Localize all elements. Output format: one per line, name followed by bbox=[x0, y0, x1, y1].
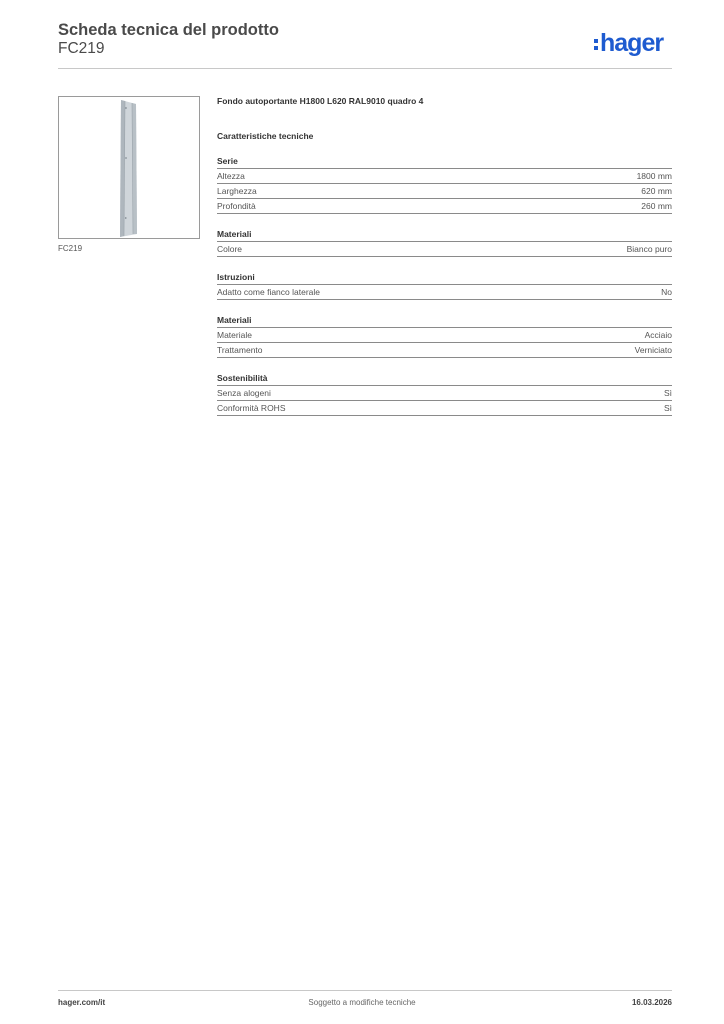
section-heading: Materiali bbox=[217, 228, 672, 242]
spec-value: 620 mm bbox=[641, 186, 672, 196]
spec-label: Senza alogeni bbox=[217, 388, 271, 398]
hager-logo bbox=[594, 30, 663, 56]
spec-label: Conformità ROHS bbox=[217, 403, 286, 413]
section-sostenibilita bbox=[217, 372, 672, 416]
spec-value: Sì bbox=[663, 388, 672, 398]
spec-value: Verniciato bbox=[634, 345, 672, 355]
spec-row bbox=[217, 184, 672, 199]
section-heading: Serie bbox=[217, 155, 672, 169]
spec-label: Profondità bbox=[217, 201, 256, 211]
spec-value: Sì bbox=[663, 403, 672, 413]
footer-divider bbox=[58, 990, 672, 991]
product-code: FC219 bbox=[58, 40, 105, 57]
section-materiali-2 bbox=[217, 314, 672, 358]
spec-row bbox=[217, 343, 672, 358]
page-title: Scheda tecnica del prodotto bbox=[58, 21, 279, 39]
tech-specs-title: Caratteristiche tecniche bbox=[217, 131, 314, 141]
spec-label: Adatto come fianco laterale bbox=[217, 287, 321, 297]
product-image bbox=[58, 96, 200, 239]
image-caption: FC219 bbox=[58, 244, 83, 253]
section-istruzioni bbox=[217, 271, 672, 300]
product-description: Fondo autoportante H1800 L620 RAL9010 quadro 4 bbox=[217, 96, 424, 106]
section-materiali bbox=[217, 228, 672, 257]
panel-illustration bbox=[59, 97, 199, 238]
spec-label: Trattamento bbox=[217, 345, 263, 355]
footer-website-link[interactable]: hager.com/it bbox=[58, 998, 106, 1007]
section-serie bbox=[217, 155, 672, 214]
section-heading: Materiali bbox=[217, 314, 672, 328]
spec-row bbox=[217, 386, 672, 401]
spec-row bbox=[217, 242, 672, 257]
spec-label: Materiale bbox=[217, 330, 252, 340]
footer-date: 16.03.2026 bbox=[631, 998, 672, 1007]
spec-value: Bianco puro bbox=[626, 244, 672, 254]
spec-value: 1800 mm bbox=[636, 171, 672, 181]
spec-row bbox=[217, 328, 672, 343]
logo-colon-icon bbox=[594, 39, 598, 50]
spec-label: Larghezza bbox=[217, 186, 257, 196]
section-heading: Sostenibilità bbox=[217, 372, 672, 386]
spec-row bbox=[217, 199, 672, 214]
logo-wordmark: hager bbox=[600, 29, 664, 57]
spec-value: No bbox=[661, 287, 672, 297]
header-divider bbox=[58, 68, 672, 69]
footer-disclaimer: Soggetto a modifiche tecniche bbox=[308, 998, 416, 1007]
spec-row bbox=[217, 285, 672, 300]
specs-table bbox=[217, 155, 672, 430]
spec-label: Altezza bbox=[217, 171, 245, 181]
spec-row bbox=[217, 401, 672, 416]
spec-value: 260 mm bbox=[641, 201, 672, 211]
spec-row bbox=[217, 169, 672, 184]
section-heading: Istruzioni bbox=[217, 271, 672, 285]
spec-value: Acciaio bbox=[644, 330, 672, 340]
spec-label: Colore bbox=[217, 244, 243, 254]
